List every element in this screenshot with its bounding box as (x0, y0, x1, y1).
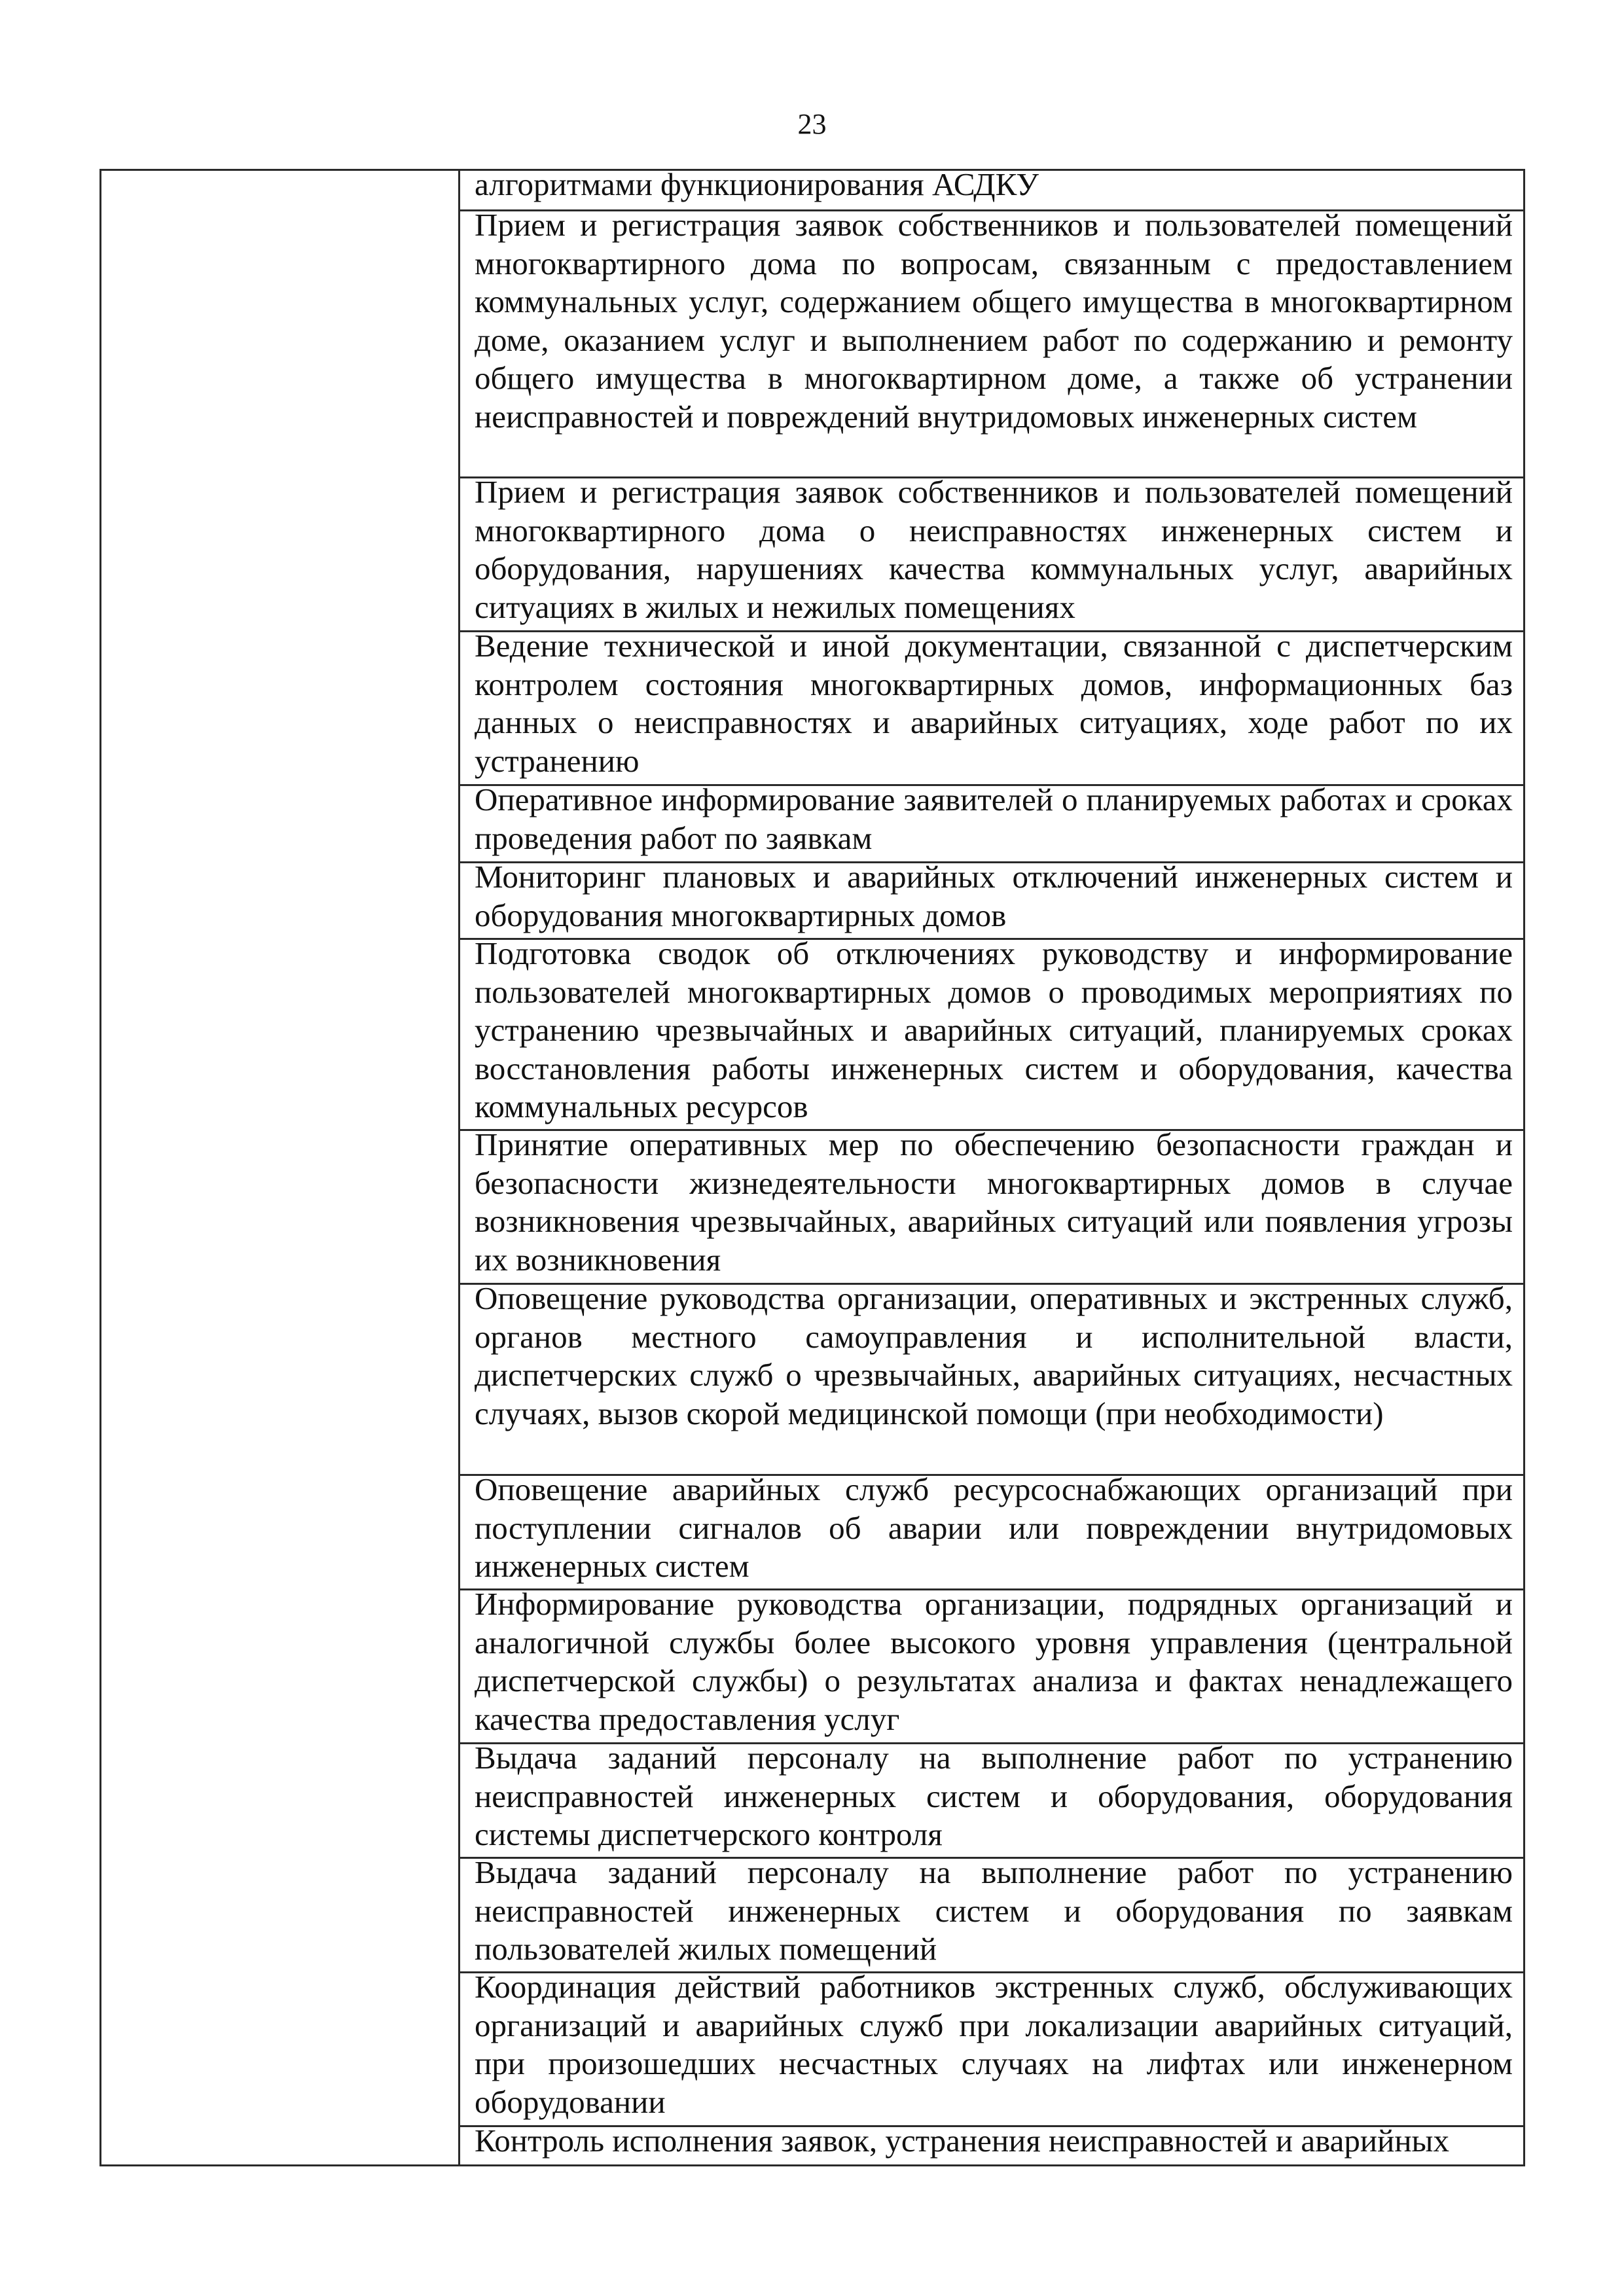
table-cell (460, 935, 1525, 1130)
cell-text: Контроль исполнения заявок, устранения неисправностей и аварийных (475, 2123, 1449, 2159)
table-cell (460, 2123, 1525, 2166)
cell-text: Оповещение руководства организации, оперативных и экстренных служб, органов местного самоуправления и исполнительной власти, диспетчерских служб о чрезвычайных, аварийных ситуациях, несчастных случаях, вызов скорой медицинской помощи (при необходимости) (475, 1280, 1513, 1431)
cell-text: Подготовка сводок об отключениях руководству и информирование пользователей многоквартирных домов о проводимых мероприятиях по устранению чрезвычайных и аварийных ситуаций, планируемых сроках восстановления работы инженерных систем и оборудования, качества коммунальных ресурсов (475, 935, 1513, 1124)
table-cell (460, 628, 1525, 785)
table-cell (460, 166, 1525, 211)
cell-text: алгоритмами функционирования АСДКУ (475, 166, 1039, 202)
cell-text: Оповещение аварийных служб ресурсоснабжающих организаций при поступлении сигналов об аварии или повреждении внутридомовых инженерных систем (475, 1471, 1513, 1584)
table-cell (460, 1280, 1525, 1475)
table-cell (460, 781, 1525, 863)
table-cell (460, 859, 1525, 939)
cell-text: Ведение технической и иной документации, связанной с диспетчерским контролем состояния многоквартирных домов, информационных баз данных о неисправностях и аварийных ситуациях, ходе работ по их устранению (475, 628, 1513, 779)
table-cell (460, 1854, 1525, 1973)
duties-table (99, 166, 1525, 2166)
cell-text: Мониторинг плановых и аварийных отключений инженерных систем и оборудования многоквартирных домов (475, 859, 1513, 933)
left-empty-column (101, 170, 460, 2166)
cell-text: Выдача заданий персоналу на выполнение работ по устранению неисправностей инженерных систем и оборудования, оборудования системы диспетчерского контроля (475, 1740, 1513, 1852)
table-cell (460, 1126, 1525, 1284)
cell-text: Принятие оперативных мер по обеспечению безопасности граждан и безопасности жизнедеятельности многоквартирных домов в случае возникновения чрезвычайных, аварийных ситуаций или появления угрозы их возникновения (475, 1126, 1513, 1278)
cell-text: Прием и регистрация заявок собственников и пользователей помещений многоквартирного дома по вопросам, связанным с предоставлением коммунальных услуг, содержанием общего имущества в многоквартирном доме, оказанием услуг и выполнением работ по содержанию и ремонту общего имущества в многоквартирном доме, а также об устранении неисправностей и повреждений внутридомовых инженерных систем (475, 207, 1513, 435)
cell-text: Информирование руководства организации, подрядных организаций и аналогичной службы более высокого уровня управления (центральной диспетчерской службы) о результатах анализа и фактах ненадлежащего качества предоставления услуг (475, 1586, 1513, 1737)
cell-text: Оперативное информирование заявителей о планируемых работах и сроках проведения работ по заявкам (475, 781, 1513, 856)
table-row (101, 170, 1525, 211)
cell-text: Выдача заданий персоналу на выполнение работ по устранению неисправностей инженерных систем и оборудования по заявкам пользователей жилых помещений (475, 1854, 1513, 1967)
table-cell (460, 1471, 1525, 1590)
table-cell (460, 1969, 1525, 2126)
table-cell (460, 1740, 1525, 1858)
table-cell (460, 207, 1525, 478)
table-cell (460, 1586, 1525, 1744)
cell-text: Координация действий работников экстренных служб, обслуживающих организаций и аварийных служб при локализации аварийных ситуаций, при произошедших несчастных случаях на лифтах или инженерном оборудовании (475, 1969, 1513, 2120)
page-number: 23 (797, 108, 827, 140)
cell-text: Прием и регистрация заявок собственников и пользователей помещений многоквартирного дома о неисправностях инженерных систем и оборудования, нарушениях качества коммунальных услуг, аварийных ситуациях в жилых и нежилых помещениях (475, 474, 1513, 625)
table-cell (460, 474, 1525, 632)
